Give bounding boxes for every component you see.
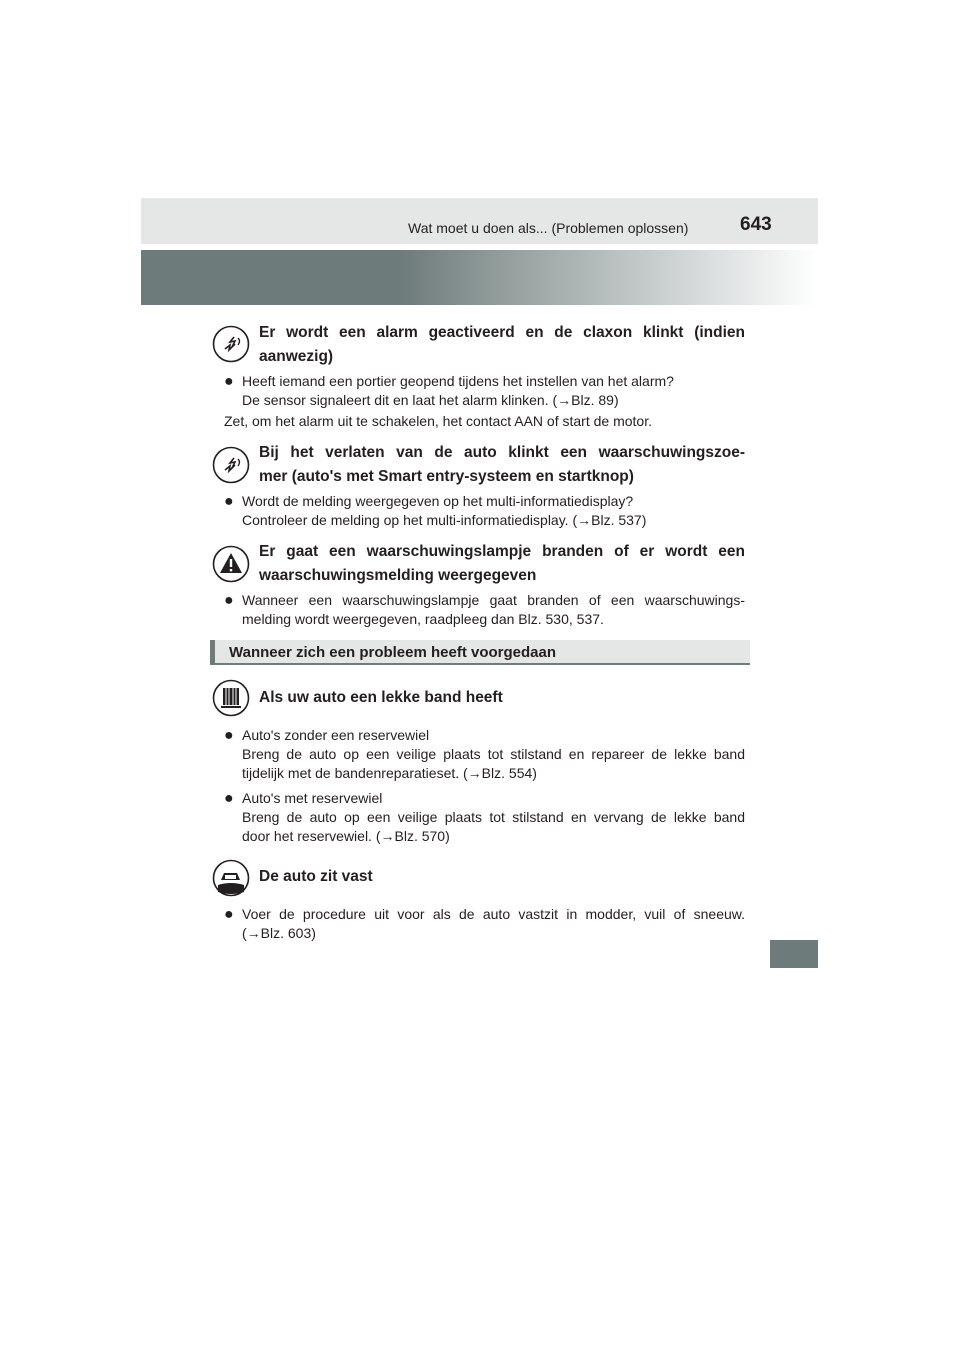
bullet-text-warning: Wanneer een waarschuwingslampje gaat branden of een waarschuwings- melding wordt weergegeven, raadpleeg dan Blz. 530, 537. (242, 592, 745, 627)
warning-triangle-icon (212, 545, 250, 583)
section-heading-flat-tire: Als uw auto een lekke band heeft (259, 689, 503, 706)
bullet-icon: ● (224, 493, 234, 510)
note-text-alarm: Zet, om het alarm uit te schakelen, het contact AAN of start de motor. (224, 413, 652, 429)
bullet-icon: ● (224, 592, 234, 609)
flat-tire-icon (212, 679, 250, 717)
bullet-icon: ● (224, 727, 234, 744)
bullet-text-alarm: Heeft iemand een portier geopend tijdens het instellen van het alarm? De sensor signaleert dit en laat het alarm klinken. (→Blz. 89) (242, 373, 674, 408)
section-heading-buzzer: Bij het verlaten van de auto klinkt een waarschuwingszoe- mer (auto's met Smart entry-systeem en startknop) (259, 444, 745, 485)
bullet-text-spare: Auto's met reservewiel Breng de auto op een veilige plaats tot stilstand en vervang de lekke band door het reservewiel. (→Blz. 570) (242, 790, 745, 844)
page-number: 643 (740, 214, 772, 235)
bullet-icon: ● (224, 790, 234, 807)
section-heading-alarm: Er wordt een alarm geactiveerd en de claxon klinkt (indien aanwezig) (259, 324, 745, 365)
running-header: Wat moet u doen als... (Problemen oplossen) (408, 220, 689, 236)
section-title: Wanneer zich een probleem heeft voorgedaan (229, 644, 557, 661)
chapter-banner (141, 250, 818, 305)
alarm-sound-icon (212, 325, 250, 363)
stuck-car-icon (212, 859, 250, 897)
bullet-icon: ● (224, 906, 234, 923)
bullet-text-no-spare: Auto's zonder een reservewiel Breng de auto op een veilige plaats tot stilstand en repareer de lekke band tijdelijk met de bandenreparatieset. (→Blz. 554) (242, 727, 745, 781)
section-title-bar (210, 640, 750, 665)
section-heading-stuck: De auto zit vast (259, 868, 373, 885)
bullet-icon: ● (224, 373, 234, 390)
bullet-text-buzzer: Wordt de melding weergegeven op het multi-informatiedisplay? Controleer de melding op het multi-informatiedisplay. (→Blz. 537) (242, 493, 647, 528)
chapter-side-tab (770, 940, 818, 968)
bullet-text-stuck: Voer de procedure uit voor als de auto vastzit in modder, vuil of sneeuw. (→Blz. 603) (242, 906, 745, 941)
section-heading-warning: Er gaat een waarschuwingslampje branden of er wordt een waarschuwingsmelding weergegeven (259, 543, 745, 584)
buzzer-sound-icon (212, 446, 250, 484)
